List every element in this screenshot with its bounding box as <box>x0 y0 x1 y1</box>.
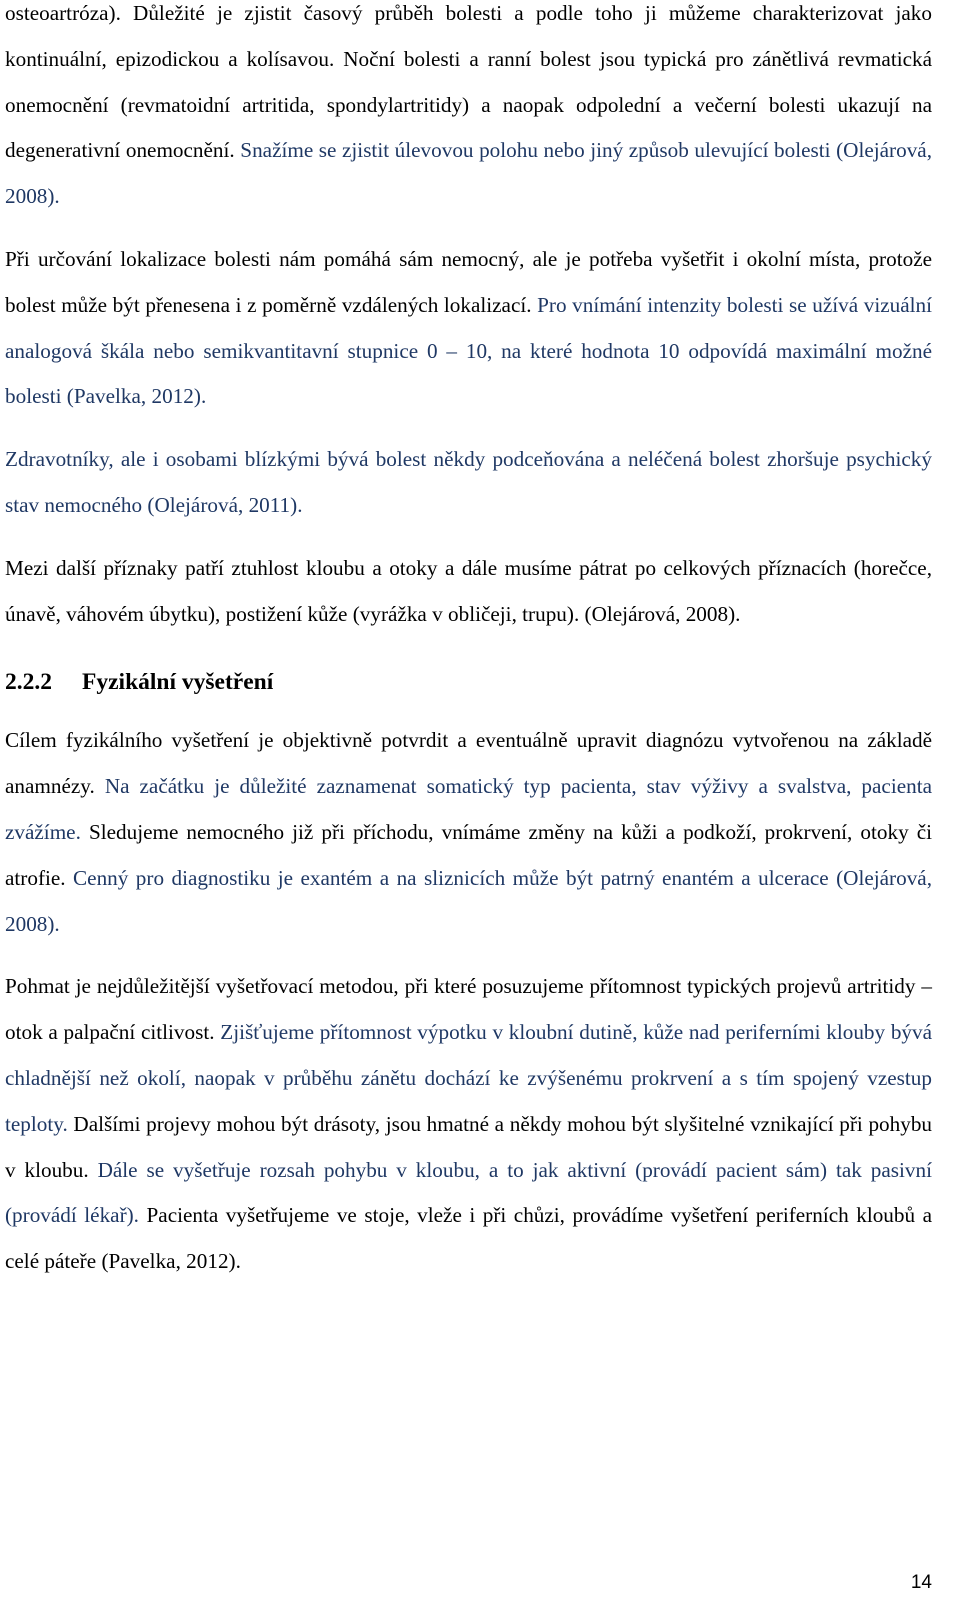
section-title: Fyzikální vyšetření <box>82 669 274 696</box>
text-segment: Sledujeme nemocného již při příchodu, vnímáme změny na kůži a podkoží, prokrvení, otoky či atrofie. <box>5 819 933 890</box>
text-segment: Snažíme se zjistit úlevovou polohu nebo jiný způsob ulevující bolesti (Olejárová, 2008). <box>5 138 932 209</box>
text-segment: Cílem fyzikálního vyšetření je objektivně potvrdit a eventuálně upravit diagnózu vytvořenou na základě anamnézy. <box>5 728 932 799</box>
text-segment: Na začátku je důležité zaznamenat somatický typ pacienta, stav výživy a svalstva, pacienta zvážíme. <box>5 774 932 844</box>
text-segment: Pro vnímání intenzity bolesti se užívá vizuální analogová škála nebo semikvantitavní stupnice 0 – 10, na které hodnota 10 odpovídá maximální možné bolesti (Pavelka, 2012). <box>5 292 932 409</box>
text-segment: Dále se vyšetřuje rozsah pohybu v kloubu, a to jak aktivní (provádí pacient sám) tak pasivní (provádí lékař). <box>5 1157 933 1228</box>
text-segment: Mezi další příznaky patří ztuhlost kloubu a otoky a dále musíme pátrat po celkových příznacích (horečce, únavě, váhovém úbytku), postižení kůže (vyrážka v obličeji, trupu). (Olejárová, 2008). <box>5 555 932 626</box>
text-segment: Dalšími projevy mohou být drásoty, jsou hmatné a někdy mohou být slyšitelné vznikající při pohybu v kloubu. <box>5 1111 933 1182</box>
text-segment: Zjišťujeme přítomnost výpotku v kloubní dutině, kůže nad periferními klouby bývá chladnější než okolí, naopak v průběhu zánětu dochází ke zvýšenému prokrvení a s tím spojený vzestup teploty. <box>5 1020 933 1136</box>
text-segment: Cenný pro diagnostiku je exantém a na sliznicích může být patrný enantém a ulcerace (Olejárová, 2008). <box>5 865 932 936</box>
paragraph-pain-localization <box>5 237 932 420</box>
paragraph-pain-course <box>5 0 932 220</box>
text-segment: Zdravotníky, ale i osobami blízkými bývá bolest někdy podceňována a neléčená bolest zhoršuje psychický stav nemocného (Olejárová, 2011). <box>5 447 932 517</box>
section-number: 2.2.2 <box>5 669 52 696</box>
paragraph-other-symptoms <box>5 546 932 638</box>
text-segment: Pohmat je nejdůležitější vyšetřovací metodou, při které posuzujeme přítomnost typických projevů artritidy – otok a palpační citlivost. <box>5 974 932 1045</box>
document-page <box>5 0 932 1285</box>
paragraph-pain-underestimation <box>5 437 932 529</box>
section-heading <box>5 657 932 707</box>
text-segment: Při určování lokalizace bolesti nám pomáhá sám nemocný, ale je potřeba vyšetřit i okolní místa, protože bolest může být přenesena i z poměrně vzdálených lokalizací. <box>5 246 932 317</box>
paragraph-palpation <box>5 964 932 1285</box>
page-number: 14 <box>910 1572 932 1593</box>
text-segment: osteoartróza). Důležité je zjistit časový průběh bolesti a podle toho ji můžeme charakterizovat jako kontinuální, epizodickou a kolísavou. Noční bolesti a ranní bolest jsou typická pro zánětlivá revmatická onemocnění (revmatoidní artritida, spondylartritidy) a naopak odpolední a večerní bolesti ukazují na degenerativní onemocnění. <box>5 1 932 163</box>
text-segment: Pacienta vyšetřujeme ve stoje, vleže i při chůzi, provádíme vyšetření periferních kloubů a celé páteře (Pavelka, 2012). <box>5 1203 932 1274</box>
paragraph-physical-exam-goal <box>5 718 932 947</box>
